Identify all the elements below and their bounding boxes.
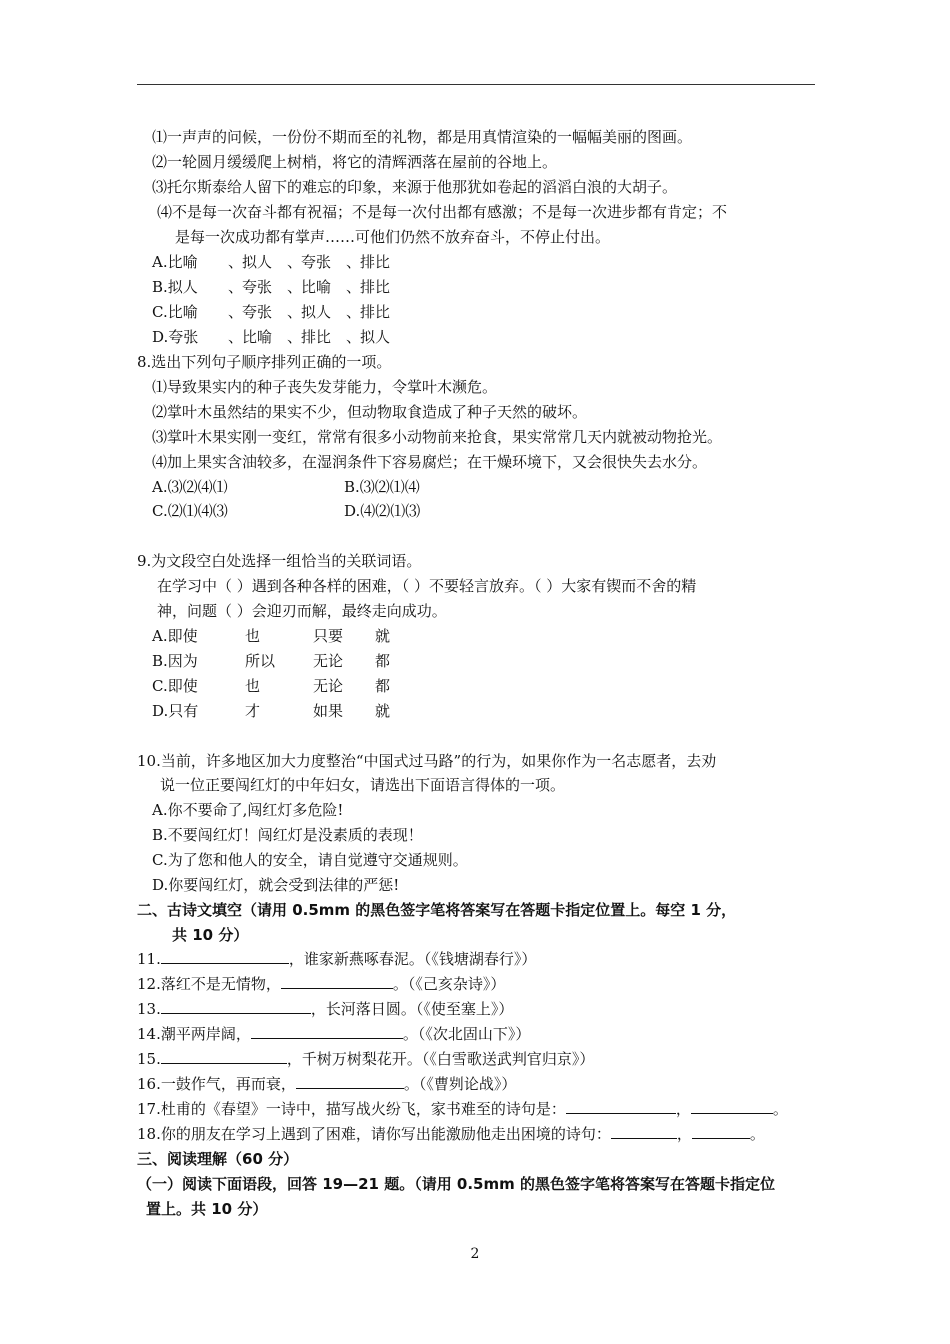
q12 xyxy=(137,974,505,994)
q10-stem-2: 说一位正要闯红灯的中年妇女，请选出下面语言得体的一项。 xyxy=(160,776,566,794)
option-word: 就 xyxy=(375,627,391,645)
q16-source: 。（《曹刿论战》） xyxy=(403,1075,517,1093)
option-word: C.比喻 xyxy=(152,303,198,321)
q10-option-b: B.不要闯红灯！闯红灯是没素质的表现！ xyxy=(152,826,423,844)
q10-option-a: A.你不要命了,闯红灯多危险! xyxy=(152,801,344,819)
q8-stem: 8.选出下列句子顺序排列正确的一项。 xyxy=(137,353,392,371)
answer-blank xyxy=(281,974,393,989)
option-word: 排比 xyxy=(360,303,391,321)
q8-sentence-1: ⑴导致果实内的种子丧失发芽能力，令掌叶木濒危。 xyxy=(152,378,498,396)
q15 xyxy=(137,1049,594,1069)
q11-number: 11. xyxy=(137,950,161,968)
option-word: 无论 xyxy=(313,652,344,670)
page-number: 2 xyxy=(470,1246,480,1262)
q11-text: ，谁家新燕啄春泥。 xyxy=(288,950,424,968)
q11 xyxy=(137,949,536,969)
option-word: 都 xyxy=(375,652,391,670)
answer-blank xyxy=(691,1099,773,1114)
option-word: A.即使 xyxy=(152,627,198,645)
answer-blank xyxy=(251,1024,403,1039)
option-word: 排比 xyxy=(360,253,391,271)
option-word: 无论 xyxy=(313,677,344,695)
q8-option-b: B.⑶⑵⑴⑷ xyxy=(344,478,420,496)
section-2-heading-2: 共 10 分） xyxy=(172,926,249,944)
q10-option-c: C.为了您和他人的安全，请自觉遵守交通规则。 xyxy=(152,851,468,869)
section-2-heading-1: 二、古诗文填空（请用 0.5mm 的黑色签字笔将答案写在答题卡指定位置上。每空 1 分， xyxy=(137,901,737,919)
answer-blank xyxy=(566,1099,676,1114)
q18-period: 。 xyxy=(749,1125,765,1143)
q7-sentence-4a: ⑷不是每一次奋斗都有祝福；不是每一次付出都有感激；不是每一次进步都有肯定；不 xyxy=(157,203,728,221)
option-word: 也 xyxy=(245,627,261,645)
option-word: 拟人 xyxy=(360,328,391,346)
q18-text: 18.你的朋友在学习上遇到了困难，请你写出能激励他走出困境的诗句： xyxy=(137,1125,611,1143)
option-word: 才 xyxy=(245,702,261,720)
q9-stem: 9.为文段空白处选择一组恰当的关联词语。 xyxy=(137,552,422,570)
answer-blank xyxy=(692,1124,750,1139)
q11-source: （《钱塘湖春行》） xyxy=(423,950,537,968)
option-word: 拟人 xyxy=(301,303,332,321)
q9-option-d xyxy=(152,701,390,721)
option-word: 夸张 xyxy=(242,278,273,296)
q16-text: 16.一鼓作气，再而衰， xyxy=(137,1075,296,1093)
q8-sentence-4: ⑷加上果实含油较多，在湿润条件下容易腐烂；在干燥环境下，又会很快失去水分。 xyxy=(152,453,708,471)
q18-comma: ， xyxy=(676,1125,692,1143)
option-word: 夸张 xyxy=(301,253,332,271)
q17-period: 。 xyxy=(772,1100,788,1118)
q9-option-a xyxy=(152,626,390,646)
option-word: A.比喻 xyxy=(152,253,198,271)
header-rule xyxy=(137,84,815,85)
q9-passage-1: 在学习中（ ）遇到各种各样的困难，（ ）不要轻言放弃。（ ）大家有锲而不舍的精 xyxy=(157,577,697,595)
option-word: C.即使 xyxy=(152,677,198,695)
option-word: 夸张 xyxy=(242,303,273,321)
q7-sentence-4b: 是每一次成功都有掌声……可他们仍然不放弃奋斗，不停止付出。 xyxy=(175,228,611,246)
q13-text: ，长河落日圆。（《使至塞上》） xyxy=(310,1000,514,1018)
option-word: 如果 xyxy=(313,702,344,720)
q15-number: 15. xyxy=(137,1050,161,1068)
section-3-sub-1: （一）阅读下面语段，回答 19—21 题。（请用 0.5mm 的黑色签字笔将答案写在答题卡指定位 xyxy=(137,1175,775,1193)
q10-stem-1: 10.当前，许多地区加大力度整治“中国式过马路”的行为，如果你作为一名志愿者，去劝 xyxy=(137,752,717,770)
q12-text: 12.落红不是无情物， xyxy=(137,975,281,993)
option-word: 排比 xyxy=(360,278,391,296)
q12-source: 。（《己亥杂诗》） xyxy=(392,975,506,993)
answer-blank xyxy=(296,1074,404,1089)
option-word: 也 xyxy=(245,677,261,695)
q10-option-d: D.你要闯红灯，就会受到法律的严惩! xyxy=(152,876,400,894)
q13-number: 13. xyxy=(137,1000,161,1018)
option-word: 比喻 xyxy=(301,278,332,296)
option-word: 排比 xyxy=(301,328,332,346)
q7-sentence-3: ⑶托尔斯泰给人留下的难忘的印象，来源于他那犹如卷起的滔滔白浪的大胡子。 xyxy=(152,178,678,196)
answer-blank xyxy=(161,1049,287,1064)
q7-option-b: B.拟人 、夸张 、比喻 、排比 xyxy=(152,278,391,296)
q17-text: 17.杜甫的《春望》一诗中，描写战火纷飞，家书难至的诗句是： xyxy=(137,1100,566,1118)
option-word: 所以 xyxy=(245,652,276,670)
q9-option-c xyxy=(152,676,390,696)
answer-blank xyxy=(161,949,289,964)
q8-option-d: D.⑷⑵⑴⑶ xyxy=(344,502,421,520)
q8-sentence-2: ⑵掌叶木虽然结的果实不少，但动物取食造成了种子天然的破坏。 xyxy=(152,403,588,421)
q17-comma: ， xyxy=(675,1100,691,1118)
option-word: B.拟人 xyxy=(152,278,198,296)
option-word: 只要 xyxy=(313,627,344,645)
answer-blank xyxy=(611,1124,677,1139)
q14-source: 。（《次北固山下》） xyxy=(402,1025,531,1043)
q7-option-c: C.比喻 、夸张 、拟人 、排比 xyxy=(152,303,391,321)
q8-option-c: C.⑵⑴⑷⑶ xyxy=(152,502,228,520)
option-word: 拟人 xyxy=(242,253,273,271)
option-word: 比喻 xyxy=(242,328,273,346)
option-word: D.只有 xyxy=(152,702,199,720)
option-word: D.夸张 xyxy=(152,328,199,346)
section-3-sub-2: 置上。共 10 分） xyxy=(146,1200,268,1218)
q9-passage-2: 神，问题（ ）会迎刃而解，最终走向成功。 xyxy=(157,602,447,620)
q14-text: 14.潮平两岸阔， xyxy=(137,1025,251,1043)
option-word: B.因为 xyxy=(152,652,198,670)
q7-sentence-1: ⑴一声声的问候，一份份不期而至的礼物，都是用真情渲染的一幅幅美丽的图画。 xyxy=(152,128,693,146)
option-word: 就 xyxy=(375,702,391,720)
q7-option-a: A.比喻 、拟人 、夸张 、排比 xyxy=(152,253,391,271)
q16 xyxy=(137,1074,516,1094)
q14 xyxy=(137,1024,530,1044)
q7-option-d: D.夸张 、比喻 、排比 、拟人 xyxy=(152,328,391,346)
q8-sentence-3: ⑶掌叶木果实刚一变红，常常有很多小动物前来抢食，果实常常几天内就被动物抢光。 xyxy=(152,428,723,446)
q18 xyxy=(137,1124,765,1144)
q15-text: ，千树万树梨花开。（《白雪歌送武判官归京》） xyxy=(286,1050,595,1068)
answer-blank xyxy=(161,999,311,1014)
option-word: 都 xyxy=(375,677,391,695)
q13 xyxy=(137,999,513,1019)
q7-sentence-2: ⑵一轮圆月缓缓爬上树梢，将它的清辉洒落在屋前的谷地上。 xyxy=(152,153,558,171)
q17 xyxy=(137,1099,788,1119)
q8-option-a: A.⑶⑵⑷⑴ xyxy=(152,478,228,496)
section-3-heading: 三、阅读理解（60 分） xyxy=(137,1150,299,1168)
q9-option-b xyxy=(152,651,390,671)
